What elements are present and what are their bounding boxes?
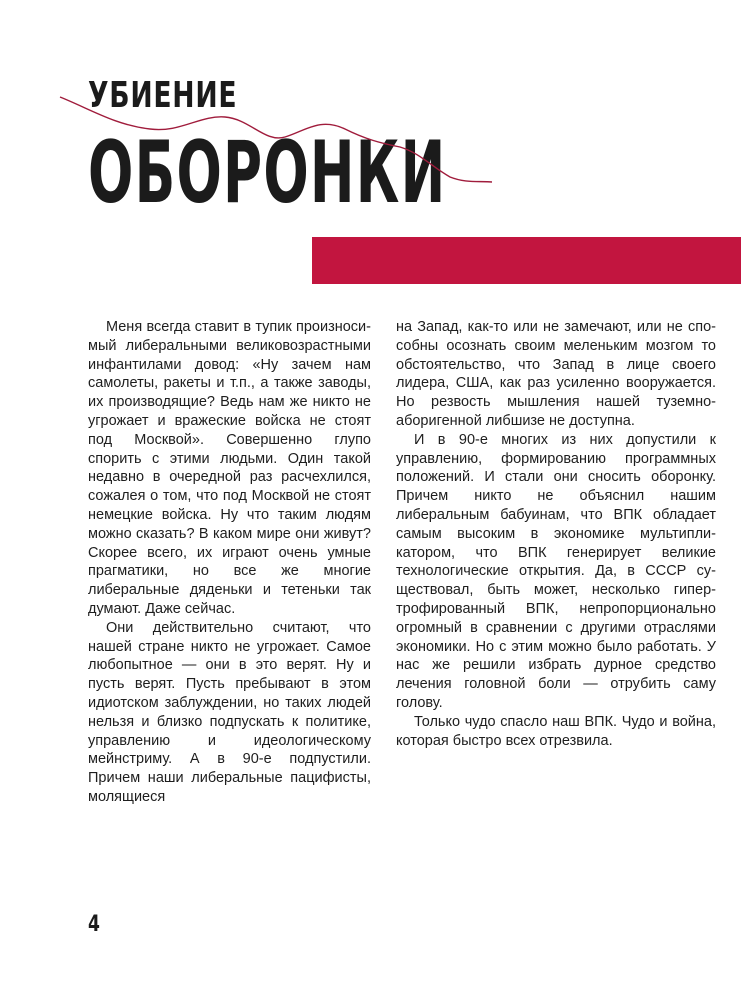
text-column-left [88, 318, 371, 807]
decorative-wave-line [60, 95, 500, 190]
paragraph: на Запад, как-то или не замечают, или не способны осознать своим меленьким мозгом то обстоятельство, что Запад в лице своего лидера, США, как раз усиленно вооружается. Но резвость мышления нашей туземноаборигенной либшизе не доступна. [396, 319, 716, 429]
paragraph: Только чудо спасло наш ВПК. Чудо и война, которая быстро всех отрезвила. [396, 713, 716, 749]
paragraph: Меня всегда ставит в тупик произносимый либеральными великовозрастными инфантилами довод: «Ну зачем нам самолеты, ракеты и т.п., а также заводы, их производящие? Ведь нам же никто не угрожает и вражеские войска не стоят под Москвой». Совершенно глупо спорить с этими людьми. Один такой недавно в очередной раз расчехлился, сожалея о том, что под Москвой не стоят немецкие войска. Ну что таким людям можно сказать? В каком мире они живут? Скорее всего, их играют очень умные прагматики, но все же многие либеральные дяденьки и тетеньки так думают. Даже сейчас. [88, 319, 371, 617]
paragraph: И в 90-е многих из них допустили к управлению, формированию программных положений. И стали они сносить оборонку. Причем никто не объяснил нашим либеральным бабуинам, что ВПК обладает самым высоким в экономике мультипликатором, что ВПК генерирует великие технологические открытия. Да, в СССР существовал, быть может, несколько гипертрофированный ВПК, непропорционально огромный в сравнении с другими отраслями экономики. Но с этим можно было работать. У нас же решили избрать дурное средство лечения головной боли — отрубить саму голову. [396, 431, 716, 711]
accent-bar [312, 237, 741, 284]
text-column-right [396, 318, 716, 750]
title-line-2: ОБОРОНКИ [88, 123, 447, 223]
title-line-1: УБИЕНИЕ [88, 75, 238, 116]
page-number: 4 [88, 912, 100, 937]
paragraph: Они действительно считают, что нашей стране никто не угрожает. Самое любопытное — они в это верят. Ну и пусть верят. Пусть пребывают в этом идиотском заблуждении, но таких людей нельзя и близко подпускать к политике, управлению и идеологическому мейнстриму. А в 90-е подпустили. Причем наши либеральные пацифисты, молящиеся [88, 619, 371, 805]
